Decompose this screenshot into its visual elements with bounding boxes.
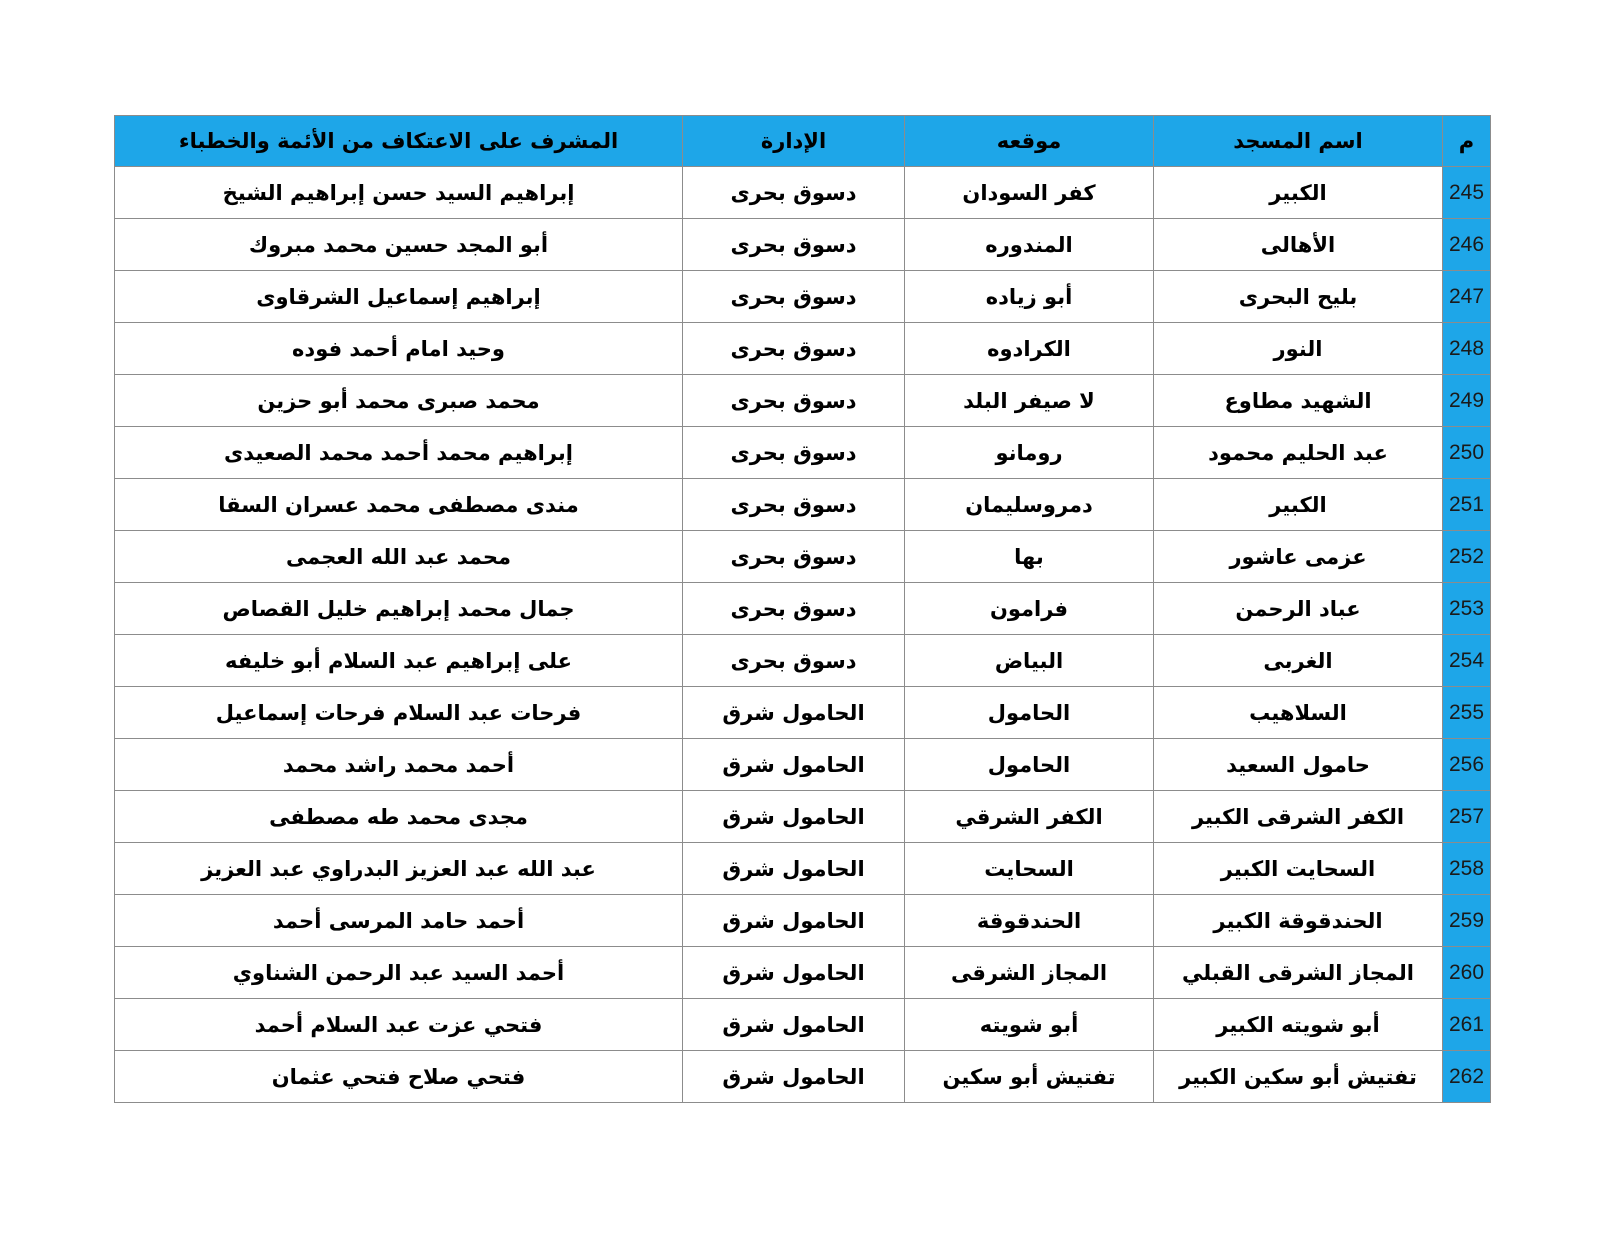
cell-administration: دسوق بحرى bbox=[683, 271, 905, 323]
header-admin: الإدارة bbox=[683, 116, 905, 167]
header-supervisor: المشرف على الاعتكاف من الأئمة والخطباء bbox=[115, 116, 683, 167]
cell-supervisor: أحمد السيد عبد الرحمن الشناوي bbox=[115, 947, 683, 999]
table-row bbox=[115, 739, 1491, 791]
cell-supervisor: مجدى محمد طه مصطفى bbox=[115, 791, 683, 843]
cell-num: 252 bbox=[1443, 531, 1491, 583]
table-row bbox=[115, 271, 1491, 323]
cell-supervisor: محمد عبد الله العجمى bbox=[115, 531, 683, 583]
table-header bbox=[115, 116, 1491, 167]
cell-supervisor: مندى مصطفى محمد عسران السقا bbox=[115, 479, 683, 531]
cell-administration: الحامول شرق bbox=[683, 791, 905, 843]
mosques-table bbox=[114, 115, 1491, 1103]
cell-location: الكفر الشرقي bbox=[905, 791, 1154, 843]
cell-mosque-name: الأهالى bbox=[1154, 219, 1443, 271]
table-row bbox=[115, 843, 1491, 895]
cell-location: فرامون bbox=[905, 583, 1154, 635]
cell-location: أبو زياده bbox=[905, 271, 1154, 323]
cell-location: بها bbox=[905, 531, 1154, 583]
cell-location: المندوره bbox=[905, 219, 1154, 271]
cell-supervisor: على إبراهيم عبد السلام أبو خليفه bbox=[115, 635, 683, 687]
cell-administration: دسوق بحرى bbox=[683, 635, 905, 687]
cell-location: السحايت bbox=[905, 843, 1154, 895]
cell-num: 245 bbox=[1443, 167, 1491, 219]
cell-mosque-name: الحندقوقة الكبير bbox=[1154, 895, 1443, 947]
cell-administration: دسوق بحرى bbox=[683, 427, 905, 479]
table-row bbox=[115, 947, 1491, 999]
cell-administration: دسوق بحرى bbox=[683, 531, 905, 583]
cell-num: 251 bbox=[1443, 479, 1491, 531]
cell-location: كفر السودان bbox=[905, 167, 1154, 219]
cell-num: 246 bbox=[1443, 219, 1491, 271]
cell-location: الكرادوه bbox=[905, 323, 1154, 375]
cell-location: البياض bbox=[905, 635, 1154, 687]
cell-location: أبو شويته bbox=[905, 999, 1154, 1051]
table-row bbox=[115, 479, 1491, 531]
cell-mosque-name: النور bbox=[1154, 323, 1443, 375]
cell-num: 256 bbox=[1443, 739, 1491, 791]
cell-mosque-name: المجاز الشرقى القبلي bbox=[1154, 947, 1443, 999]
cell-supervisor: أبو المجد حسين محمد مبروك bbox=[115, 219, 683, 271]
cell-administration: دسوق بحرى bbox=[683, 323, 905, 375]
cell-location: الحامول bbox=[905, 739, 1154, 791]
cell-location: الحامول bbox=[905, 687, 1154, 739]
cell-administration: دسوق بحرى bbox=[683, 479, 905, 531]
cell-supervisor: فتحي صلاح فتحي عثمان bbox=[115, 1051, 683, 1103]
cell-num: 260 bbox=[1443, 947, 1491, 999]
table-row bbox=[115, 635, 1491, 687]
cell-num: 254 bbox=[1443, 635, 1491, 687]
cell-supervisor: فتحي عزت عبد السلام أحمد bbox=[115, 999, 683, 1051]
cell-administration: دسوق بحرى bbox=[683, 167, 905, 219]
cell-mosque-name: السحايت الكبير bbox=[1154, 843, 1443, 895]
header-num: م bbox=[1443, 116, 1491, 167]
header-row bbox=[115, 116, 1491, 167]
cell-mosque-name: الغربى bbox=[1154, 635, 1443, 687]
document-sheet bbox=[114, 115, 1490, 1103]
cell-supervisor: وحيد امام أحمد فوده bbox=[115, 323, 683, 375]
cell-administration: دسوق بحرى bbox=[683, 219, 905, 271]
table-row bbox=[115, 427, 1491, 479]
cell-location: لا صيفر البلد bbox=[905, 375, 1154, 427]
cell-num: 259 bbox=[1443, 895, 1491, 947]
table-row bbox=[115, 323, 1491, 375]
table-row bbox=[115, 791, 1491, 843]
cell-administration: دسوق بحرى bbox=[683, 375, 905, 427]
cell-num: 247 bbox=[1443, 271, 1491, 323]
cell-mosque-name: حامول السعيد bbox=[1154, 739, 1443, 791]
cell-location: المجاز الشرقى bbox=[905, 947, 1154, 999]
cell-mosque-name: الشهيد مطاوع bbox=[1154, 375, 1443, 427]
header-mosque: اسم المسجد bbox=[1154, 116, 1443, 167]
cell-num: 258 bbox=[1443, 843, 1491, 895]
cell-mosque-name: الكبير bbox=[1154, 479, 1443, 531]
cell-mosque-name: عباد الرحمن bbox=[1154, 583, 1443, 635]
table-row bbox=[115, 167, 1491, 219]
cell-mosque-name: السلاهيب bbox=[1154, 687, 1443, 739]
cell-location: الحندقوقة bbox=[905, 895, 1154, 947]
cell-mosque-name: عزمى عاشور bbox=[1154, 531, 1443, 583]
table-row bbox=[115, 375, 1491, 427]
table-row bbox=[115, 219, 1491, 271]
cell-num: 255 bbox=[1443, 687, 1491, 739]
cell-num: 261 bbox=[1443, 999, 1491, 1051]
cell-num: 257 bbox=[1443, 791, 1491, 843]
table-row bbox=[115, 583, 1491, 635]
cell-supervisor: أحمد محمد راشد محمد bbox=[115, 739, 683, 791]
cell-supervisor: أحمد حامد المرسى أحمد bbox=[115, 895, 683, 947]
cell-location: دمروسليمان bbox=[905, 479, 1154, 531]
table-row bbox=[115, 687, 1491, 739]
cell-administration: الحامول شرق bbox=[683, 1051, 905, 1103]
table-row bbox=[115, 999, 1491, 1051]
cell-supervisor: إبراهيم إسماعيل الشرقاوى bbox=[115, 271, 683, 323]
table-row bbox=[115, 1051, 1491, 1103]
cell-administration: الحامول شرق bbox=[683, 999, 905, 1051]
cell-administration: الحامول شرق bbox=[683, 687, 905, 739]
cell-administration: الحامول شرق bbox=[683, 895, 905, 947]
cell-mosque-name: أبو شويته الكبير bbox=[1154, 999, 1443, 1051]
table-body bbox=[115, 167, 1491, 1103]
cell-supervisor: فرحات عبد السلام فرحات إسماعيل bbox=[115, 687, 683, 739]
cell-administration: الحامول شرق bbox=[683, 947, 905, 999]
cell-supervisor: محمد صبرى محمد أبو حزين bbox=[115, 375, 683, 427]
header-location: موقعه bbox=[905, 116, 1154, 167]
table-row bbox=[115, 895, 1491, 947]
cell-num: 249 bbox=[1443, 375, 1491, 427]
cell-supervisor: إبراهيم السيد حسن إبراهيم الشيخ bbox=[115, 167, 683, 219]
cell-supervisor: إبراهيم محمد أحمد محمد الصعيدى bbox=[115, 427, 683, 479]
cell-administration: الحامول شرق bbox=[683, 739, 905, 791]
cell-mosque-name: تفتيش أبو سكين الكبير bbox=[1154, 1051, 1443, 1103]
cell-location: رومانو bbox=[905, 427, 1154, 479]
cell-mosque-name: بليح البحرى bbox=[1154, 271, 1443, 323]
cell-administration: الحامول شرق bbox=[683, 843, 905, 895]
cell-num: 253 bbox=[1443, 583, 1491, 635]
cell-supervisor: جمال محمد إبراهيم خليل القصاص bbox=[115, 583, 683, 635]
cell-administration: دسوق بحرى bbox=[683, 583, 905, 635]
cell-mosque-name: الكفر الشرقى الكبير bbox=[1154, 791, 1443, 843]
table-row bbox=[115, 531, 1491, 583]
cell-location: تفتيش أبو سكين bbox=[905, 1051, 1154, 1103]
cell-num: 250 bbox=[1443, 427, 1491, 479]
cell-mosque-name: عبد الحليم محمود bbox=[1154, 427, 1443, 479]
cell-num: 248 bbox=[1443, 323, 1491, 375]
cell-supervisor: عبد الله عبد العزيز البدراوي عبد العزيز bbox=[115, 843, 683, 895]
cell-num: 262 bbox=[1443, 1051, 1491, 1103]
cell-mosque-name: الكبير bbox=[1154, 167, 1443, 219]
